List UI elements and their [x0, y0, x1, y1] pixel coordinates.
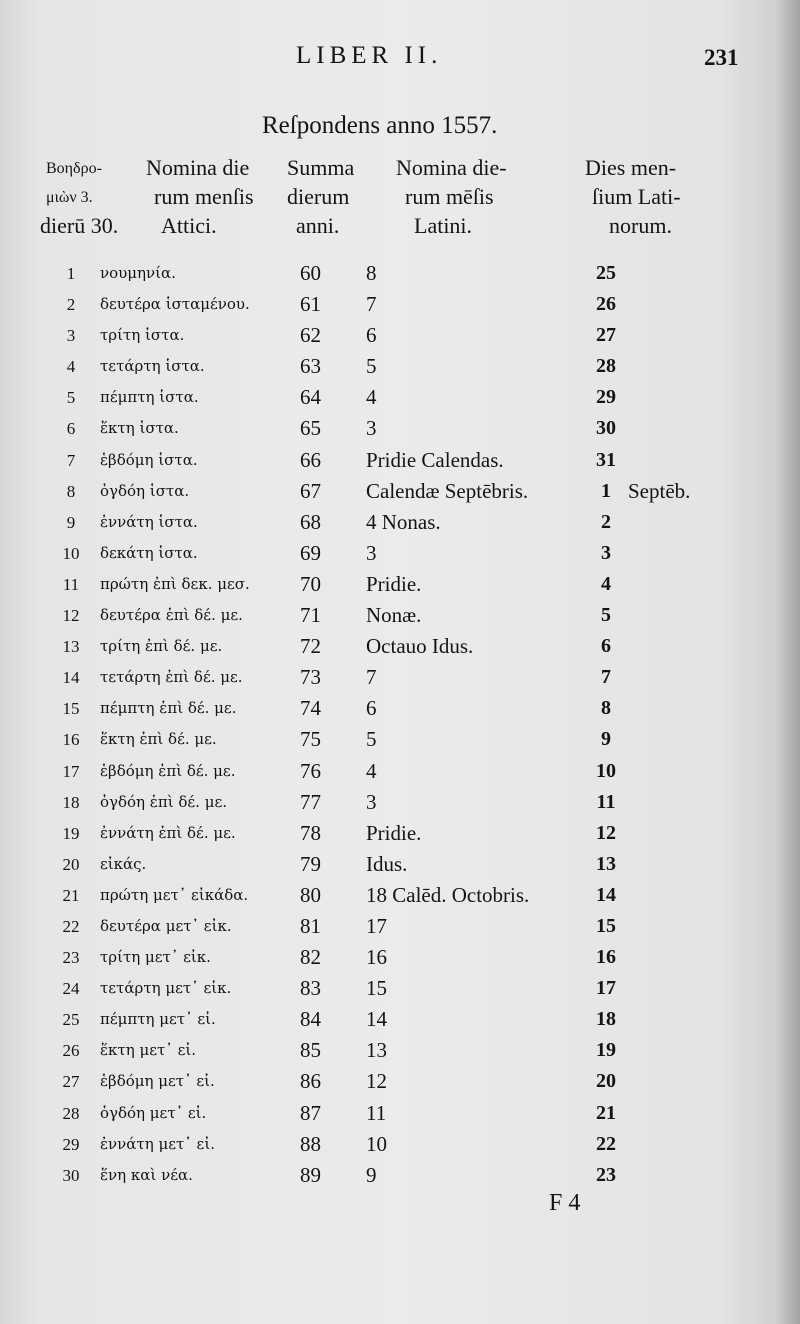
latin-day-name: Pridie. [366, 820, 422, 845]
latin-day-name: 14 [366, 1007, 387, 1032]
day-number: 24 [62, 979, 80, 999]
latin-month-day: 28 [596, 355, 616, 378]
year-day-total: 72 [300, 634, 321, 659]
table-row [0, 1066, 800, 1097]
latin-day-name: 11 [366, 1100, 387, 1125]
latin-day-name: Nonæ. [366, 603, 422, 628]
day-number: 29 [62, 1134, 80, 1154]
greek-day-name: ἑβδόμη ἐπὶ δέ. με. [100, 761, 236, 780]
calendar-table [0, 258, 800, 1191]
table-row [0, 507, 800, 538]
table-row [0, 1098, 800, 1129]
latin-month-day: 23 [596, 1163, 616, 1186]
latin-month-day: 3 [601, 541, 611, 564]
latin-month-day: 18 [596, 1008, 616, 1031]
table-row [0, 693, 800, 724]
day-number: 25 [62, 1010, 80, 1030]
header-col5-line2: ſium Lati- [592, 184, 681, 209]
day-number: 1 [66, 264, 76, 283]
header-col1-line1: Βοηδρο- [46, 160, 102, 177]
page-number: 231 [704, 45, 739, 70]
table-row [0, 289, 800, 320]
day-number: 12 [62, 606, 80, 626]
year-day-total: 66 [300, 447, 321, 472]
table-row [0, 382, 800, 413]
year-day-total: 82 [300, 945, 321, 970]
day-number: 4 [66, 357, 76, 377]
greek-day-name: ἑβδόμη ἱστα. [100, 450, 198, 469]
table-row [0, 911, 800, 942]
year-day-total: 88 [300, 1131, 321, 1156]
latin-month-day: 6 [601, 635, 611, 658]
table-row [0, 258, 800, 289]
latin-month-day: 29 [596, 386, 616, 409]
year-day-total: 86 [300, 1069, 321, 1094]
header-col5-line1: Dies men- [585, 155, 677, 180]
latin-month-day: 31 [596, 448, 616, 471]
year-day-total: 60 [300, 261, 321, 285]
latin-month-day: 11 [596, 790, 616, 813]
greek-day-name: ἐννάτη ἐπὶ δέ. με. [100, 823, 236, 842]
greek-day-name: δευτέρα μετ᾽ εἰκ. [100, 916, 232, 935]
latin-day-name: 7 [366, 292, 377, 317]
year-day-total: 77 [300, 789, 321, 814]
year-day-total: 81 [300, 913, 321, 938]
table-row [0, 538, 800, 569]
year-day-total: 75 [300, 727, 321, 752]
table-row [0, 476, 800, 507]
latin-day-name: 9 [366, 1162, 377, 1187]
latin-day-name: 3 [366, 540, 377, 565]
latin-day-name: Octauo Idus. [366, 634, 474, 659]
header-col3-line3: anni. [296, 213, 340, 238]
latin-day-name: 5 [366, 354, 377, 379]
year-day-total: 62 [300, 323, 321, 348]
greek-day-name: τετάρτη ἐπὶ δέ. με. [100, 668, 243, 687]
greek-day-name: δευτέρα ἱσταμένου. [100, 295, 250, 314]
day-number: 21 [62, 885, 80, 905]
table-row [0, 445, 800, 476]
latin-month-day: 21 [596, 1101, 616, 1124]
table-row [0, 1035, 800, 1066]
header-col1-line2: μιὼν 3. [46, 189, 93, 206]
latin-month-day: 20 [596, 1070, 616, 1093]
table-row [0, 818, 800, 849]
header-col1-line3: dierū 30. [40, 213, 119, 238]
table-row [0, 1160, 800, 1191]
year-day-total: 74 [300, 696, 321, 721]
day-number: 16 [62, 730, 80, 750]
greek-day-name: πρώτη μετ᾽ εἰκάδα. [100, 885, 249, 904]
table-row [0, 1129, 800, 1160]
greek-day-name: πρώτη ἐπὶ δεκ. μεσ. [100, 574, 250, 593]
year-day-total: 69 [300, 540, 321, 565]
greek-day-name: ἐννάτη μετ᾽ εἰ. [100, 1134, 215, 1153]
day-number: 15 [62, 699, 80, 719]
greek-day-name: τρίτη μετ᾽ εἰκ. [100, 948, 211, 967]
greek-day-name: ὀγδόη ἐπὶ δέ. με. [100, 792, 227, 811]
latin-month-day: 16 [596, 946, 616, 969]
day-number: 5 [66, 388, 76, 408]
day-number: 11 [62, 574, 80, 594]
header-col3-line1: Summa [287, 155, 355, 180]
header-col5-line3: norum. [609, 213, 672, 238]
year-day-total: 89 [300, 1162, 321, 1187]
signature-mark: F 4 [549, 1190, 581, 1216]
year-day-total: 65 [300, 416, 321, 441]
greek-day-name: ὀγδόη μετ᾽ εἰ. [100, 1103, 207, 1122]
table-row [0, 569, 800, 600]
greek-day-name: ἕκτη ἐπὶ δέ. με. [100, 730, 217, 749]
year-day-total: 63 [300, 354, 321, 379]
table-row [0, 787, 800, 818]
day-number: 9 [66, 512, 76, 532]
latin-day-name: Idus. [366, 851, 408, 876]
year-day-total: 87 [300, 1100, 321, 1125]
latin-month-day: 5 [601, 604, 611, 627]
year-day-total: 78 [300, 820, 321, 845]
latin-month-day: 14 [596, 883, 616, 906]
latin-day-name: 18 Calēd. Octobris. [366, 882, 530, 907]
latin-month-day: 22 [596, 1132, 616, 1155]
year-day-total: 79 [300, 851, 321, 876]
latin-month-day: 27 [596, 324, 616, 347]
latin-day-name: 7 [366, 665, 377, 690]
greek-day-name: ἕκτη ἱστα. [100, 419, 179, 438]
latin-month-day: 10 [596, 759, 616, 782]
year-day-total: 73 [300, 665, 321, 690]
greek-day-name: ἑβδόμη μετ᾽ εἰ. [100, 1072, 215, 1091]
day-number: 6 [66, 419, 76, 439]
greek-day-name: πέμπτη ἐπὶ δέ. με. [100, 699, 237, 718]
table-row [0, 1004, 800, 1035]
latin-month-day: 13 [596, 852, 616, 875]
latin-day-name: Pridie. [366, 571, 422, 596]
table-subtitle: Reſpondens anno 1557. [262, 112, 498, 139]
year-day-total: 70 [300, 571, 321, 596]
year-day-total: 68 [300, 509, 321, 534]
day-number: 10 [62, 543, 80, 563]
latin-month-day: 1 [601, 479, 611, 502]
month-note: Septēb. [628, 478, 691, 503]
latin-month-day: 8 [601, 697, 611, 720]
day-number: 28 [62, 1103, 80, 1123]
day-number: 13 [62, 637, 80, 657]
year-day-total: 64 [300, 385, 321, 410]
table-row [0, 849, 800, 880]
latin-day-name: Pridie Calendas. [366, 447, 504, 472]
latin-month-day: 9 [601, 728, 611, 751]
header-col3-line2: dierum [287, 184, 350, 209]
table-row [0, 600, 800, 631]
greek-day-name: πέμπτη μετ᾽ εἰ. [100, 1010, 216, 1029]
latin-day-name: 13 [366, 1038, 387, 1063]
day-number: 17 [62, 761, 80, 781]
day-number: 30 [62, 1165, 80, 1185]
latin-month-day: 19 [596, 1039, 616, 1062]
latin-month-day: 7 [601, 666, 611, 689]
latin-day-name: 16 [366, 945, 387, 970]
day-number: 26 [62, 1041, 80, 1061]
year-day-total: 71 [300, 603, 321, 628]
greek-day-name: δευτέρα ἐπὶ δέ. με. [100, 606, 243, 625]
day-number: 8 [66, 481, 76, 501]
day-number: 20 [62, 854, 80, 874]
header-col2-line3: Attici. [161, 213, 217, 238]
table-row [0, 631, 800, 662]
latin-day-name: 12 [366, 1069, 387, 1094]
greek-day-name: ἕκτη μετ᾽ εἰ. [100, 1041, 196, 1060]
latin-day-name: 15 [366, 976, 387, 1001]
latin-month-day: 4 [601, 572, 611, 595]
greek-day-name: τετάρτη μετ᾽ εἰκ. [100, 979, 232, 998]
year-day-total: 80 [300, 882, 321, 907]
year-day-total: 61 [300, 292, 321, 317]
table-row [0, 973, 800, 1004]
latin-day-name: 3 [366, 416, 377, 441]
greek-day-name: τρίτη ἱστα. [100, 326, 185, 345]
running-head: LIBER II. [296, 42, 443, 69]
latin-day-name: 4 Nonas. [366, 509, 441, 534]
latin-month-day: 17 [596, 977, 616, 1000]
table-row [0, 756, 800, 787]
latin-day-name: 6 [366, 323, 377, 348]
header-col4-line3: Latini. [414, 213, 473, 238]
latin-day-name: 10 [366, 1131, 387, 1156]
header-col2-line1: Nomina die [146, 155, 250, 180]
greek-day-name: νουμηνία. [100, 264, 176, 282]
greek-day-name: ὀγδόη ἱστα. [100, 481, 190, 500]
greek-day-name: ἐννάτη ἱστα. [100, 512, 198, 531]
latin-month-day: 26 [596, 293, 616, 316]
day-number: 3 [66, 326, 76, 346]
table-row [0, 413, 800, 444]
day-number: 19 [62, 823, 80, 843]
latin-day-name: 4 [366, 385, 377, 410]
latin-day-name: 17 [366, 913, 387, 938]
day-number: 23 [62, 948, 80, 968]
day-number: 2 [66, 295, 76, 315]
day-number: 7 [66, 450, 76, 470]
year-day-total: 67 [300, 478, 321, 503]
year-day-total: 83 [300, 976, 321, 1001]
latin-month-day: 15 [596, 914, 616, 937]
greek-day-name: τετάρτη ἱστα. [100, 357, 205, 376]
greek-day-name: ἕνη καὶ νέα. [100, 1165, 193, 1184]
latin-day-name: 5 [366, 727, 377, 752]
year-day-total: 76 [300, 758, 321, 783]
table-row [0, 942, 800, 973]
day-number: 18 [62, 792, 80, 812]
greek-day-name: τρίτη ἐπὶ δέ. με. [100, 637, 223, 656]
greek-day-name: εἰκάς. [100, 854, 147, 873]
header-col2-line2: rum menſis [154, 184, 254, 209]
latin-month-day: 25 [596, 262, 616, 284]
header-col4-line2: rum mēſis [405, 184, 494, 209]
table-row [0, 320, 800, 351]
latin-month-day: 2 [601, 510, 611, 533]
table-row [0, 351, 800, 382]
day-number: 14 [62, 668, 80, 688]
latin-day-name: 4 [366, 758, 377, 783]
table-row [0, 880, 800, 911]
day-number: 22 [62, 916, 80, 936]
latin-month-day: 12 [596, 821, 616, 844]
greek-day-name: δεκάτη ἱστα. [100, 543, 198, 562]
latin-month-day: 30 [596, 417, 616, 440]
latin-day-name: 8 [366, 261, 377, 285]
latin-day-name: 6 [366, 696, 377, 721]
table-row [0, 662, 800, 693]
year-day-total: 84 [300, 1007, 321, 1032]
latin-day-name: Calendæ Septēbris. [366, 478, 529, 503]
latin-day-name: 3 [366, 789, 377, 814]
header-col4-line1: Nomina die- [396, 155, 507, 180]
day-number: 27 [62, 1072, 80, 1092]
greek-day-name: πέμπτη ἱστα. [100, 388, 199, 407]
year-day-total: 85 [300, 1038, 321, 1063]
table-row [0, 724, 800, 755]
